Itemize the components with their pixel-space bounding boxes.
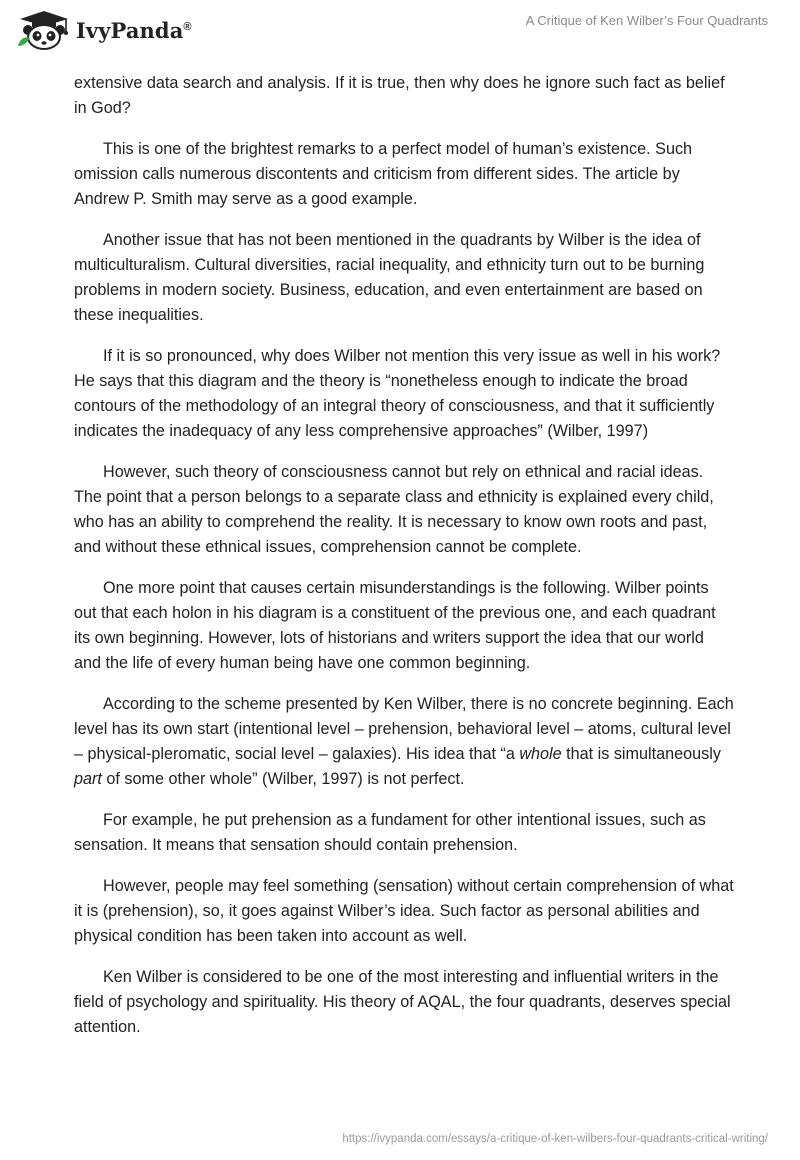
paragraph: If it is so pronounced, why does Wilber not mention this very issue as well in his work? He says that this diagram and the theory is “nonetheless enough to indicate the broad contours of the methodology of an integral theory of consciousness, and that it sufficiently indicates the inadequacy of any less comprehensive approaches” (Wilber, 1997): [74, 347, 721, 440]
paragraph: Ken Wilber is considered to be one of the most interesting and influential writers in the field of psychology and spirituality. His theory of AQAL, the four quadrants, deserves special attention.: [74, 968, 731, 1036]
paragraph: extensive data search and analysis. If it is true, then why does he ignore such fact as belief in God?: [74, 74, 725, 117]
ivypanda-logo[interactable]: [14, 10, 192, 50]
panda-graduate-icon: [14, 10, 72, 50]
paragraph: One more point that causes certain misunderstandings is the following. Wilber points out that each holon in his diagram is a constituent of the previous one, and each quadrant its own beginning. However, lots of historians and writers support the idea that our world and the life of every human being have one common beginning.: [74, 579, 716, 672]
brand-name: IvyPanda®: [76, 17, 192, 43]
paragraph: However, people may feel something (sensation) without certain comprehension of what it is (prehension), so, it goes against Wilber’s idea. Such factor as personal abilities and physical condition has been taken into account as well.: [74, 877, 734, 945]
document-title: A Critique of Ken Wilber’s Four Quadrants: [525, 13, 768, 28]
paragraph: This is one of the brightest remarks to a perfect model of human’s existence. Such omission calls numerous discontents and criticism from different sides. The article by Andrew P. Smith may serve as a good example.: [74, 140, 693, 208]
paragraph: However, such theory of consciousness cannot but rely on ethnical and racial ideas. The point that a person belongs to a separate class and ethnicity is explained every child, who has an ability to comprehend the reality. It is necessary to know own roots and past, and without these ethnical issues, comprehension cannot be complete.: [74, 463, 714, 556]
source-url[interactable]: https://ivypanda.com/essays/a-critique-of-ken-wilbers-four-quadrants-critical-writing/: [342, 1133, 768, 1145]
page-header: [0, 0, 800, 70]
paragraph: Another issue that has not been mentioned in the quadrants by Wilber is the idea of multiculturalism. Cultural diversities, racial inequality, and ethnicity turn out to be burning problems in modern society. Business, education, and even entertainment are based on these inequalities.: [74, 231, 705, 324]
essay-body: [74, 71, 734, 1056]
paragraph: For example, he put prehension as a fundament for other intentional issues, such as sensation. It means that sensation should contain prehension.: [74, 811, 706, 854]
paragraph: According to the scheme presented by Ken Wilber, there is no concrete beginning. Each level has its own start (intentional level – prehension, behavioral level – atoms, cultural level – physical-pleromatic, social level – galaxies). His idea that “a whole that is simultaneously part of some other whole” (Wilber, 1997) is not perfect.: [74, 695, 734, 788]
